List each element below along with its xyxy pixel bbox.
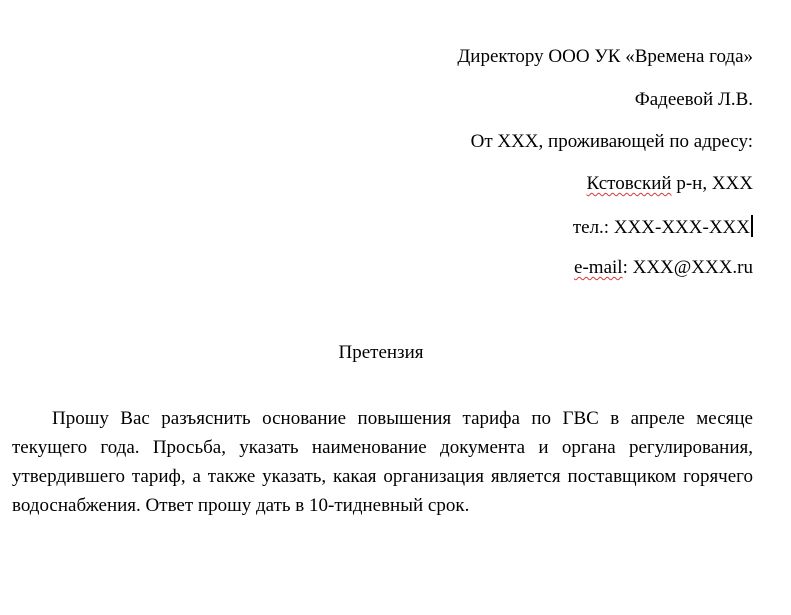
sender-line: От ХХХ, проживающей по адресу:	[470, 131, 753, 152]
spellcheck-marked-word[interactable]: Кстовский	[586, 173, 672, 194]
document-title: Претензия	[338, 342, 424, 363]
addressee-line-name: Фадеевой Л.В.	[634, 89, 753, 110]
addressee-line-director: Директору ООО УК «Времена года»	[457, 46, 753, 67]
sender-email-rest: : ХХХ@ХХХ.ru	[622, 257, 753, 278]
sender-phone-text: тел.: ХХХ-ХХХ-ХХХ	[572, 217, 750, 238]
text-cursor	[751, 215, 753, 237]
sender-address-rest: р-н, ХХХ	[671, 173, 753, 194]
sender-email-line	[574, 257, 753, 278]
spellcheck-marked-word[interactable]: e-mail	[574, 257, 623, 278]
body-paragraph: Прошу Вас разъяснить основание повышения тарифа по ГВС в апреле месяце текущего года. Просьба, указать наименование документа и органа регулирования, утвердившего тариф, а также указать, какая организация является поставщиком горячего водоснабжения. Ответ прошу дать в 10-тидневный срок.	[12, 408, 753, 516]
sender-address-line	[587, 173, 753, 194]
sender-phone-line	[573, 215, 753, 236]
